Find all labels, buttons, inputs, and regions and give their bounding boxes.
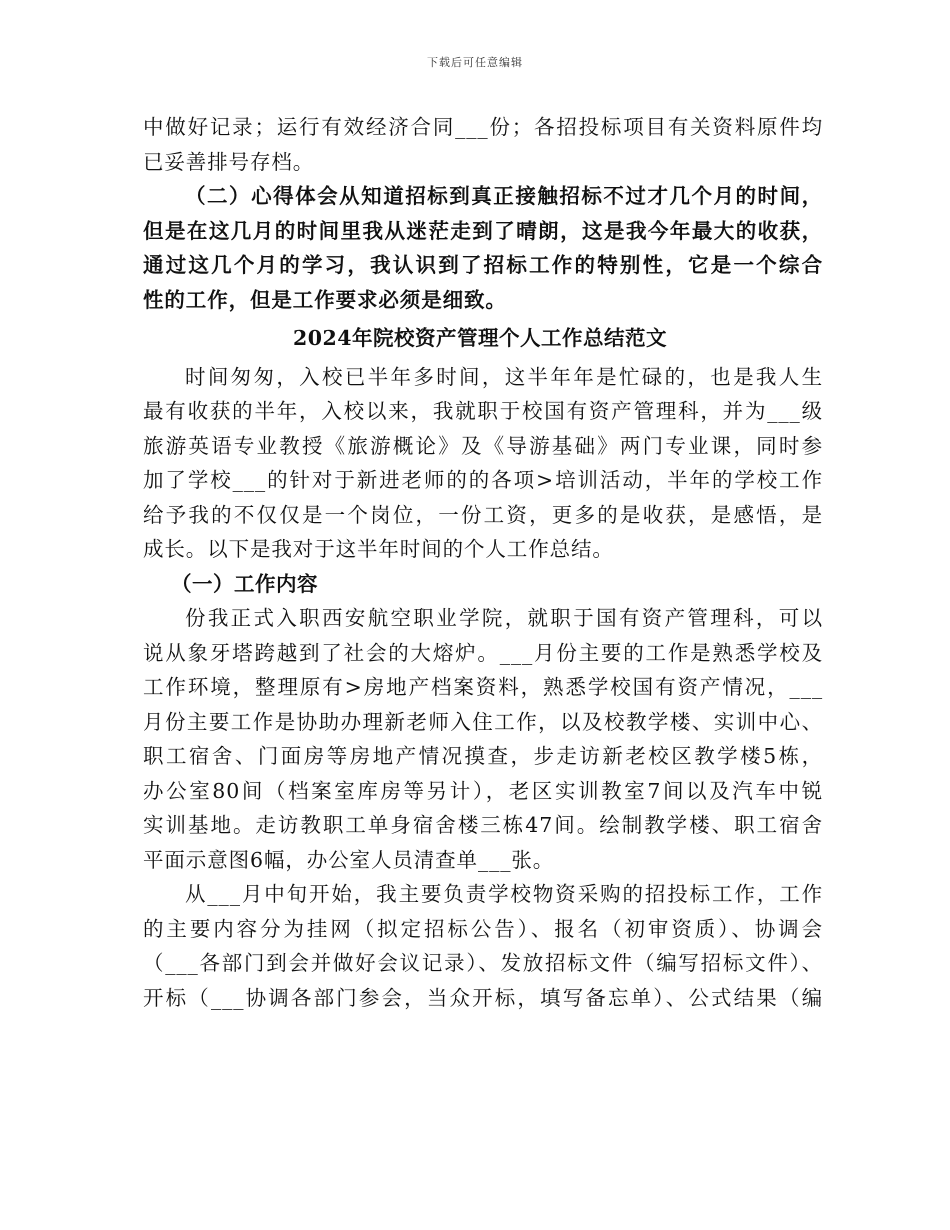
text-line: 办公室80间（档案室库房等另计），老区实训教室7间以及汽车中锐 bbox=[143, 778, 823, 803]
text-line: 旅游英语专业教授《旅游概论》及《导游基础》两门专业课，同时参 bbox=[143, 433, 823, 458]
text-line: 已妥善排号存档。 bbox=[143, 149, 315, 174]
text-line: 时间匆匆，入校已半年多时间，这半年年是忙碌的，也是我人生 bbox=[185, 364, 823, 389]
text-line: 月份主要工作是协助办理新老师入住工作，以及校教学楼、实训中心、 bbox=[143, 709, 823, 734]
paragraph-intro bbox=[143, 360, 823, 567]
text-line: 职工宿舍、门面房等房地产情况摸查，步走访新老校区教学楼5栋， bbox=[143, 744, 823, 768]
text-line: 加了学校___的针对于新进老师的的各项>培训活动，半年的学校工作 bbox=[143, 468, 823, 492]
text-line: 最有收获的半年，入校以来，我就职于校国有资产管理科，并为___级 bbox=[143, 399, 823, 423]
text-line: 说从象牙塔跨越到了社会的大熔炉。___月份主要的工作是熟悉学校及 bbox=[143, 640, 823, 665]
text-line: 中做好记录；运行有效经济合同___份；各招投标项目有关资料原件均 bbox=[143, 115, 823, 139]
text-line: 但是在这几月的时间里我从迷茫走到了晴朗，这是我今年最大的收获， bbox=[143, 218, 823, 243]
text-line: （___各部门到会并做好会议记录）、发放招标文件（编写招标文件）、 bbox=[143, 951, 823, 975]
paragraph-procurement bbox=[143, 877, 823, 1015]
document-body bbox=[143, 110, 823, 1015]
text-line: 的主要内容分为挂网（拟定招标公告）、报名（初审资质）、协调会 bbox=[143, 916, 823, 941]
text-line: 份我正式入职西安航空职业学院，就职于国有资产管理科，可以 bbox=[185, 606, 823, 630]
paragraph-experience bbox=[143, 179, 823, 317]
text-line: 成长。以下是我对于这半年时间的个人工作总结。 bbox=[143, 537, 614, 561]
text-line: 通过这几个月的学习，我认识到了招标工作的特别性，它是一个综合 bbox=[143, 253, 823, 277]
paragraph-records bbox=[143, 110, 823, 179]
text-line: （二）心得体会从知道招标到真正接触招标不过才几个月的时间， bbox=[185, 184, 823, 208]
text-line: 平面示意图6幅，办公室人员清查单___张。 bbox=[143, 847, 555, 872]
paragraph-work-content bbox=[143, 601, 823, 877]
text-line: 给予我的不仅仅是一个岗位，一份工资，更多的是收获，是感悟，是 bbox=[143, 502, 823, 527]
document-title: 2024年院校资产管理个人工作总结范文 bbox=[292, 326, 668, 350]
page-header-note: 下载后可任意编辑 bbox=[427, 56, 523, 69]
text-line: 性的工作，但是工作要求必须是细致。 bbox=[143, 287, 507, 312]
text-line: 实训基地。走访教职工单身宿舍楼三栋47间。绘制教学楼、职工宿舍 bbox=[143, 813, 823, 837]
text-line: 从___月中旬开始，我主要负责学校物资采购的招投标工作，工作 bbox=[185, 882, 823, 906]
section-heading: （一）工作内容 bbox=[171, 571, 318, 596]
text-line: 开标（___协调各部门参会，当众开标，填写备忘单）、公式结果（编 bbox=[143, 985, 823, 1010]
text-line: 工作环境，整理原有>房地产档案资料，熟悉学校国有资产情况，___ bbox=[143, 675, 823, 699]
